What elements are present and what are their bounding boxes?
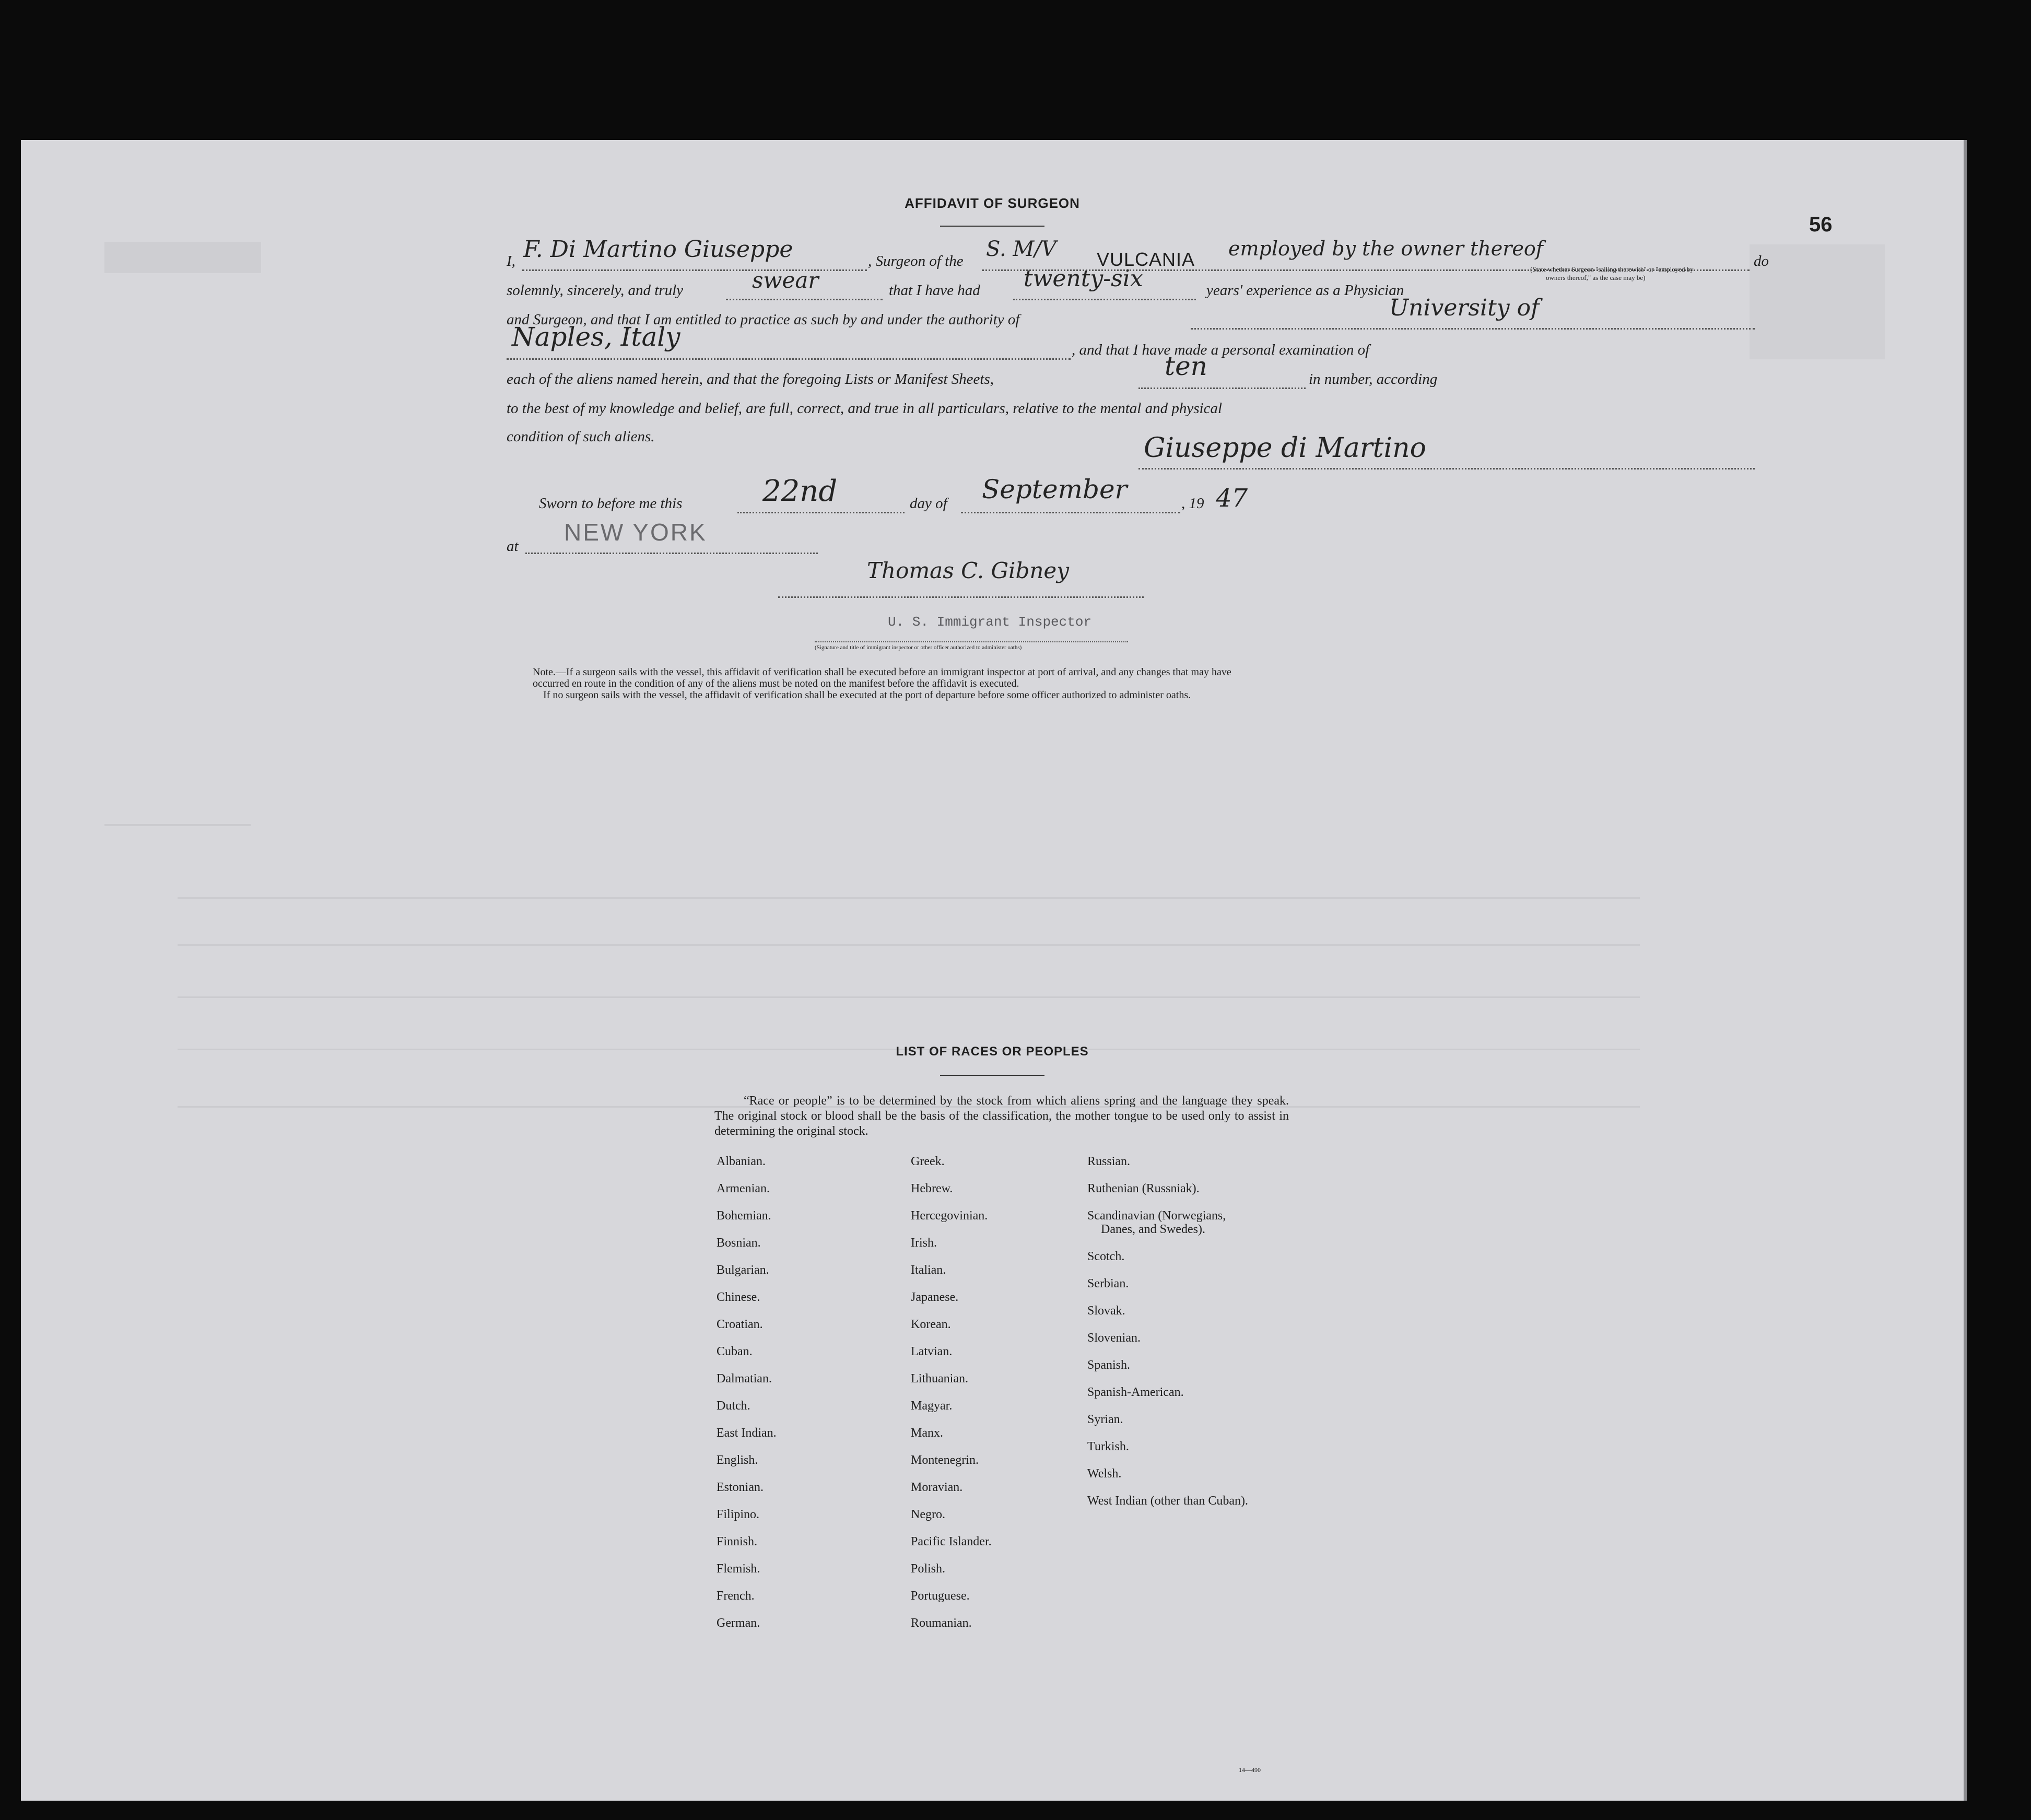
races-column-3 <box>1087 1148 1252 1514</box>
races-column-2 <box>911 1148 992 1637</box>
race-item: Moravian. <box>911 1481 963 1494</box>
text-do: do <box>1754 253 1769 269</box>
text-solemnly: solemnly, sincerely, and truly <box>507 282 684 299</box>
sworn-year: 47 <box>1216 484 1248 513</box>
race-item: Armenian. <box>717 1182 770 1195</box>
sworn-day: 22nd <box>762 474 838 508</box>
naples-italy: Naples, Italy <box>512 322 680 352</box>
signature-caption: (Signature and title of immigrant inspector or other officer authorized to administer oaths) <box>815 644 1022 651</box>
text-at: at <box>507 538 519 555</box>
note-line-3: If no surgeon sails with the vessel, the affidavit of verification shall be executed at the port of departure before some officer authorized to administer oaths. <box>543 689 1191 701</box>
text-day-of: day of <box>910 495 947 512</box>
day-blank <box>737 512 905 513</box>
years-blank <box>1013 299 1196 300</box>
race-item: Slovak. <box>1087 1304 1125 1318</box>
race-item: Russian. <box>1087 1155 1131 1168</box>
form-code: 14—490 <box>1239 1766 1261 1774</box>
race-item: Slovenian. <box>1087 1331 1141 1345</box>
surgeon-name: F. Di Martino Giuseppe <box>523 236 793 263</box>
race-item: Hebrew. <box>911 1182 953 1195</box>
month-blank <box>961 512 1180 513</box>
race-item: Latvian. <box>911 1345 953 1358</box>
text-year-prefix: , 19 <box>1181 495 1204 512</box>
sworn-month: September <box>982 474 1128 504</box>
races-column-1 <box>717 1148 777 1637</box>
swear-blank <box>726 299 883 300</box>
race-item: Lithuanian. <box>911 1372 968 1385</box>
text-each: each of the aliens named herein, and that the foregoing Lists or Manifest Sheets, <box>507 371 994 388</box>
race-item: Spanish. <box>1087 1358 1131 1372</box>
employed-by: employed by the owner thereof <box>1228 237 1543 260</box>
race-item: Filipino. <box>717 1508 760 1521</box>
race-item: Croatian. <box>717 1318 763 1331</box>
ship-prefix: S. M/V <box>986 237 1056 261</box>
race-item: Cuban. <box>717 1345 753 1358</box>
race-item: Chinese. <box>717 1290 760 1304</box>
race-item: French. <box>717 1589 755 1603</box>
race-item: Hercegovinian. <box>911 1209 988 1223</box>
race-item: Korean. <box>911 1318 951 1331</box>
race-item: Italian. <box>911 1263 946 1277</box>
race-item: Estonian. <box>717 1481 764 1494</box>
race-item: Scotch. <box>1087 1250 1125 1263</box>
text-and-surgeon: and Surgeon, and that I am entitled to practice as such by and under the authority of <box>507 311 1020 328</box>
ship-name: VULCANIA <box>1097 249 1195 270</box>
sheets-blank <box>1138 388 1306 389</box>
text-condition: condition of such aliens. <box>507 428 655 445</box>
title-line <box>815 641 1128 642</box>
text-in-number: in number, according <box>1309 371 1438 388</box>
race-item: Manx. <box>911 1426 943 1440</box>
surgeon-signature: Giuseppe di Martino <box>1144 432 1426 464</box>
race-item: Greek. <box>911 1155 945 1168</box>
note-line-2: occurred en route in the condition of any of the aliens must be noted on the manifest before the affidavit is executed. <box>533 678 1019 689</box>
race-item: Irish. <box>911 1236 937 1250</box>
races-intro: “Race or people” is to be determined by the stock from which aliens spring and the language they speak. The original stock or blood shall be the basis of the classification, the mother tongue to be used only to assist in determining the original stock. <box>714 1094 1289 1138</box>
sheets-count: ten <box>1165 351 1207 381</box>
race-item: Dutch. <box>717 1399 750 1413</box>
race-item: Finnish. <box>717 1535 758 1548</box>
race-item: Dalmatian. <box>717 1372 772 1385</box>
race-item: Welsh. <box>1087 1467 1122 1481</box>
text-best: to the best of my knowledge and belief, are full, correct, and true in all particulars, relative to the mental and physical <box>507 400 1223 417</box>
race-item: Scandinavian (Norwegians, Danes, and Swedes). <box>1087 1209 1226 1236</box>
authority-blank-2 <box>507 358 1071 360</box>
state-whether-note: (State whether Surgeon "sailing therewith" or "employed by <box>1530 265 1694 273</box>
race-item: Portuguese. <box>911 1589 970 1603</box>
races-heading-rule <box>940 1075 1044 1076</box>
race-item: Serbian. <box>1087 1277 1129 1290</box>
race-item: Turkish. <box>1087 1440 1129 1453</box>
text-and-that: , and that I have made a personal examination of <box>1072 342 1370 358</box>
race-item: Flemish. <box>717 1562 760 1576</box>
text-years-exp: years' experience as a Physician <box>1206 282 1404 299</box>
race-item: Bohemian. <box>717 1209 771 1223</box>
inspector-signature: Thomas C. Gibney <box>867 558 1069 583</box>
affidavit-heading: AFFIDAVIT OF SURGEON <box>905 195 1080 211</box>
races-heading: LIST OF RACES OR PEOPLES <box>896 1044 1089 1059</box>
surgeon-signature-line <box>1138 468 1755 469</box>
race-item: Pacific Islander. <box>911 1535 992 1548</box>
race-item: Negro. <box>911 1508 945 1521</box>
document-sheet <box>21 140 1967 1801</box>
heading-rule <box>940 226 1044 227</box>
text-surgeon-of: , Surgeon of the <box>868 253 964 269</box>
text-i: I, <box>507 253 515 269</box>
inspector-title-stamp: U. S. Immigrant Inspector <box>888 614 1092 630</box>
university: University of <box>1389 295 1540 321</box>
place-stamp: NEW YORK <box>564 519 707 546</box>
race-item: English. <box>717 1453 758 1467</box>
race-item: Japanese. <box>911 1290 959 1304</box>
race-item: Spanish-American. <box>1087 1385 1184 1399</box>
race-item: Albanian. <box>717 1155 766 1168</box>
race-item: Roumanian. <box>911 1616 972 1630</box>
race-item: Polish. <box>911 1562 946 1576</box>
years-count: twenty-six <box>1024 265 1143 292</box>
text-sworn: Sworn to before me this <box>539 495 683 512</box>
text-that-had: that I have had <box>889 282 980 299</box>
swear-word: swear <box>752 267 819 293</box>
place-blank <box>525 553 818 554</box>
race-item: West Indian (other than Cuban). <box>1087 1494 1248 1508</box>
race-item: Bosnian. <box>717 1236 761 1250</box>
page-number: 56 <box>1809 213 1833 236</box>
inspector-signature-line <box>778 596 1144 598</box>
race-item: Bulgarian. <box>717 1263 769 1277</box>
race-item: Ruthenian (Russniak). <box>1087 1182 1200 1195</box>
race-item: Syrian. <box>1087 1413 1123 1426</box>
race-item: Montenegrin. <box>911 1453 979 1467</box>
race-item: East Indian. <box>717 1426 777 1440</box>
note-line-1: Note.—If a surgeon sails with the vessel, this affidavit of verification shall be executed before an immigrant inspector at port of arrival, and any changes that may have <box>533 666 1231 678</box>
authority-blank <box>1191 328 1755 330</box>
state-whether-note-2: owners thereof," as the case may be) <box>1546 274 1646 281</box>
race-item: German. <box>717 1616 760 1630</box>
race-item: Magyar. <box>911 1399 953 1413</box>
